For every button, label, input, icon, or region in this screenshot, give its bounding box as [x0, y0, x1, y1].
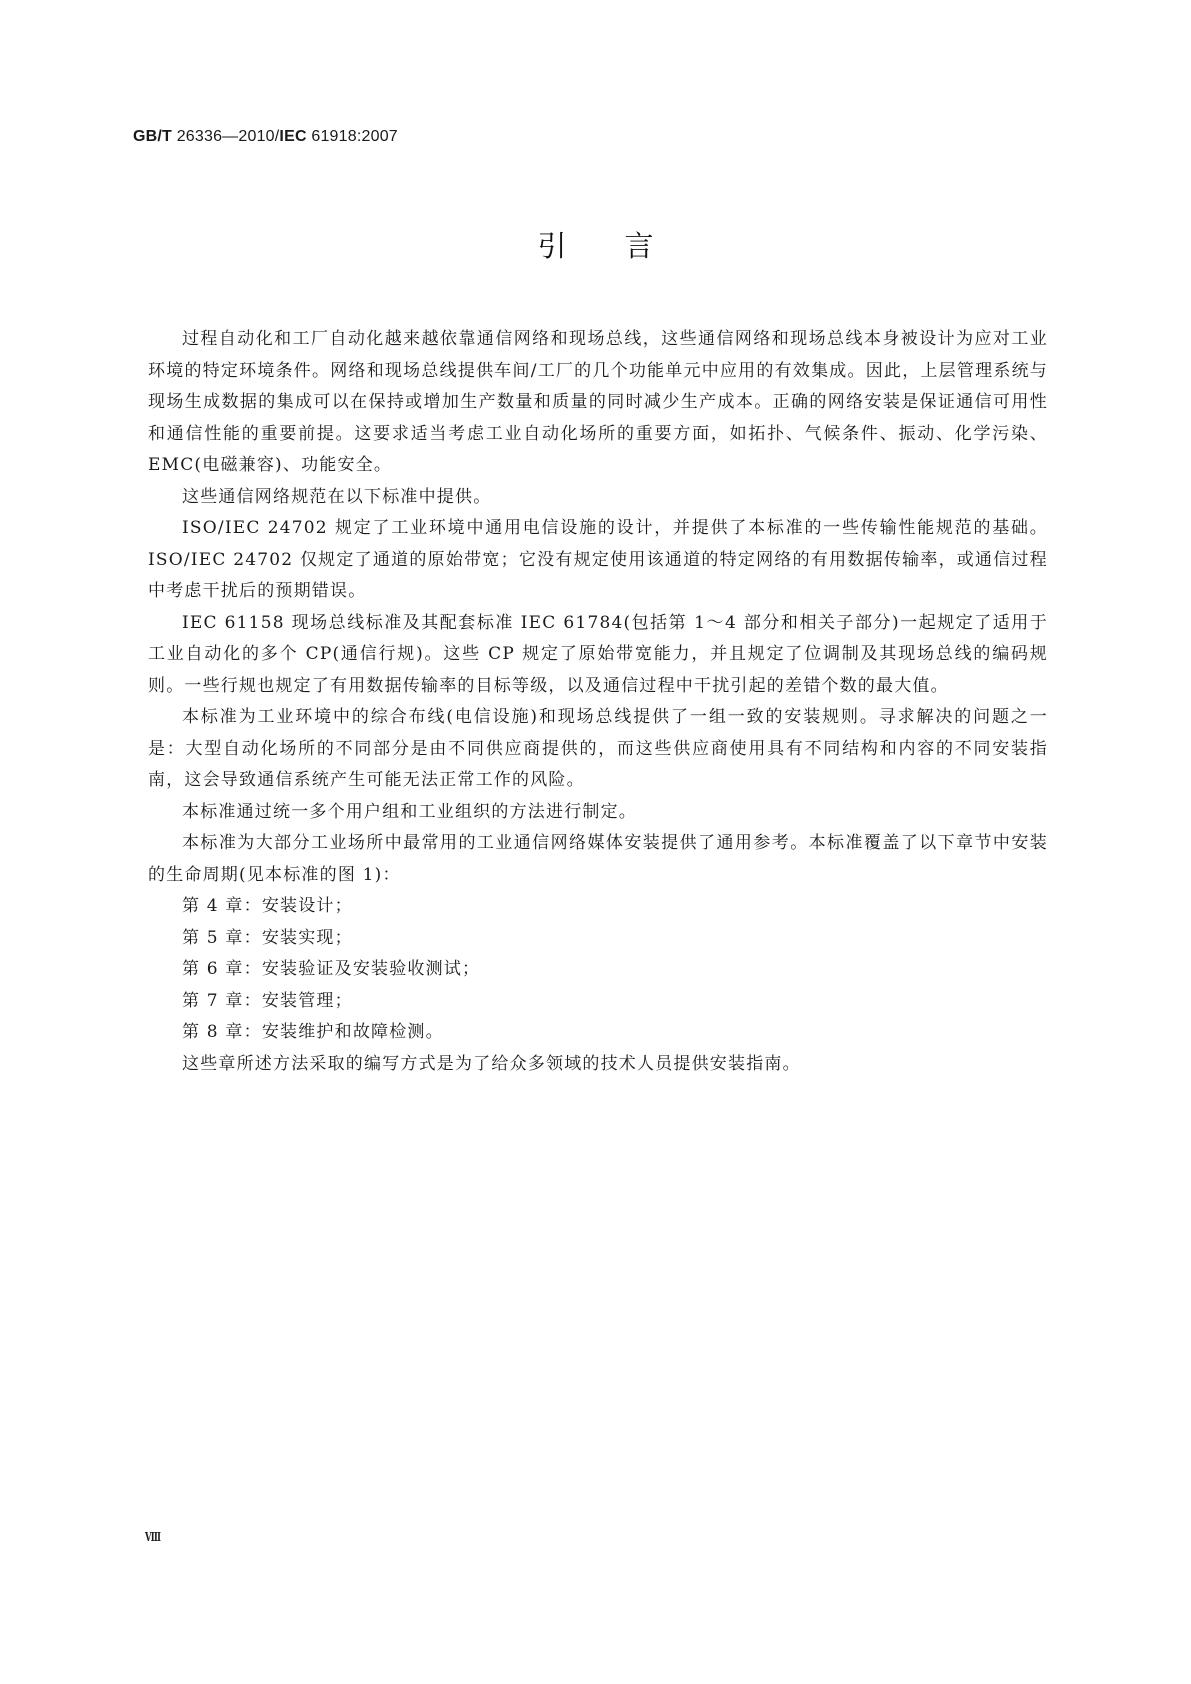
iec-number: 61918:2007 [311, 128, 398, 145]
chapter-list-item: 第 7 章：安装管理； [182, 990, 353, 1011]
paragraph: 过程自动化和工厂自动化越来越依靠通信网络和现场总线，这些通信网络和现场总线本身被设计为应对工业环境的特定环境条件。网络和现场总线提供车间/工厂的几个功能单元中应用的有效集成。因此，上层管理系统与现场生成数据的集成可以在保持或增加生产数量和质量的同时减少生产成本。正确的网络安装是保证通信可用性和通信性能的重要前提。这要求适当考虑工业自动化场所的重要方面，如拓扑、气候条件、振动、化学污染、EMC(电磁兼容)、功能安全。 [148, 329, 1048, 475]
page-number: Ⅷ [145, 1530, 161, 1544]
paragraph: IEC 61158 现场总线标准及其配套标准 IEC 61784(包括第 1～4 部分和相关子部分)一起规定了适用于工业自动化的多个 CP(通信行规)。这些 CP 规定了原始带宽能力，并且规定了位调制及其现场总线的编码规则。一些行规也规定了有用数据传输率的目标等级，以及通信过程中干扰引起的差错个数的最大值。 [148, 612, 1048, 696]
paragraph: 本标准为工业环境中的综合布线(电信设施)和现场总线提供了一组一致的安装规则。寻求解决的问题之一是：大型自动化场所的不同部分是由不同供应商提供的，而这些供应商使用具有不同结构和内容的不同安装指南，这会导致通信系统产生可能无法正常工作的风险。 [148, 707, 1048, 790]
chapter-list-item: 第 6 章：安装验证及安装验收测试； [182, 959, 481, 979]
chapter-list-item: 第 5 章：安装实现； [182, 927, 353, 948]
paragraph: 本标准通过统一多个用户组和工业组织的方法进行制定。 [182, 801, 637, 822]
paragraph: 本标准为大部分工业场所中最常用的工业通信网络媒体安装提供了通用参考。本标准覆盖了以下章节中安装的生命周期(见本标准的图 1)： [148, 833, 1048, 885]
paragraph: ISO/IEC 24702 规定了工业环境中通用电信设施的设计，并提供了本标准的一些传输性能规范的基础。ISO/IEC 24702 仅规定了通道的原始带宽；它没有规定使用该通道的特定网络的有用数据传输率，或通信过程中考虑干扰后的预期错误。 [148, 518, 1048, 601]
chapter-list-item: 第 4 章：安装设计； [182, 896, 353, 916]
standard-number: 26336—2010/ [176, 128, 280, 145]
page-header [133, 128, 398, 146]
body-text [148, 324, 1048, 1080]
paragraph: 这些章所述方法采取的编写方式是为了给众多领域的技术人员提供安装指南。 [182, 1053, 801, 1074]
standard-prefix: GB/T [133, 128, 173, 145]
iec-prefix: IEC [279, 128, 307, 145]
paragraph: 这些通信网络规范在以下标准中提供。 [182, 486, 492, 507]
page-title: 引言 [537, 229, 712, 263]
chapter-list-item: 第 8 章：安装维护和故障检测。 [182, 1022, 444, 1042]
